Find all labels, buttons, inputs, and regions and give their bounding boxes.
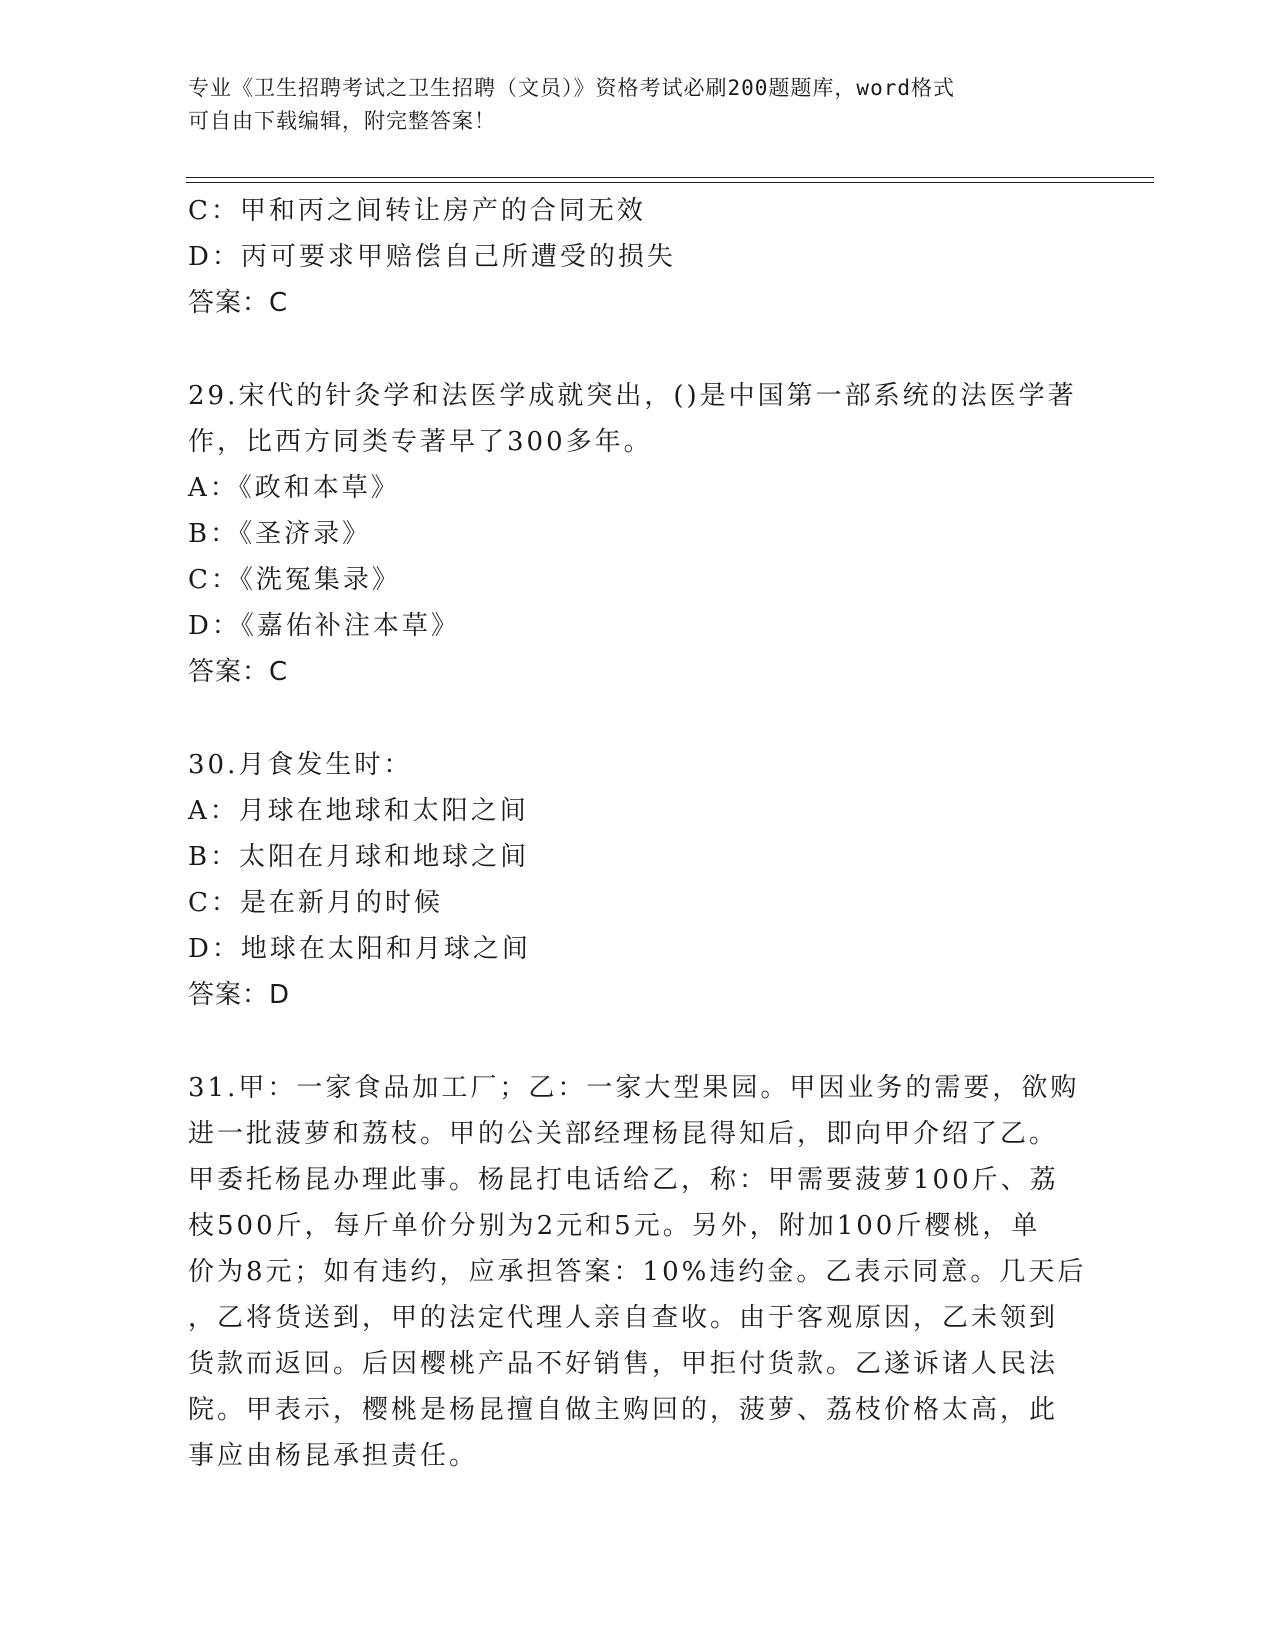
spacer — [188, 695, 1078, 742]
spacer — [188, 1018, 1078, 1065]
answer-line: 答案：C — [188, 657, 289, 687]
document-body — [188, 188, 1087, 1479]
header-line-1: 专业《卫生招聘考试之卫生招聘（文员）》资格考试必刷200题题库，word格式 — [188, 76, 955, 100]
question-stem-line: 甲委托杨昆办理此事。杨昆打电话给乙，称：甲需要菠萝100斤、荔 — [188, 1165, 1059, 1195]
question-stem-continued: 作，比西方同类专著早了300多年。 — [188, 427, 653, 457]
question-31 — [188, 1065, 1087, 1479]
question-30 — [188, 742, 1078, 1018]
question-stem: 29.宋代的针灸学和法医学成就突出，()是中国第一部系统的法医学著 — [188, 381, 1077, 411]
option-b: B：《圣济录》 — [188, 519, 372, 549]
option-a: A：月球在地球和太阳之间 — [188, 796, 529, 826]
question-stem-line: 院。甲表示，樱桃是杨昆擅自做主购回的，菠萝、荔枝价格太高，此 — [188, 1395, 1059, 1425]
question-29 — [188, 373, 1078, 695]
option-d: D：地球在太阳和月球之间 — [188, 934, 531, 964]
header-line-2: 可自由下载编辑，附完整答案！ — [188, 109, 496, 133]
question-stem-line: 事应由杨昆承担责任。 — [188, 1441, 479, 1471]
option-c: C：甲和丙之间转让房产的合同无效 — [188, 196, 646, 226]
document-header — [188, 72, 1068, 138]
answer-line: 答案：C — [188, 288, 289, 318]
question-stem: 30.月食发生时： — [188, 750, 413, 780]
question-stem-line: 枝500斤，每斤单价分别为2元和5元。另外，附加100斤樱桃，单 — [188, 1211, 1041, 1241]
question-stem-line: 价为8元；如有违约，应承担答案：10%违约金。乙表示同意。几天后 — [188, 1257, 1087, 1287]
option-a: A：《政和本草》 — [188, 473, 400, 503]
question-28-tail — [188, 188, 1078, 326]
option-b: B：太阳在月球和地球之间 — [188, 842, 530, 872]
option-c: C：《洗冤集录》 — [188, 565, 401, 595]
spacer — [188, 326, 1078, 373]
question-stem-line: 31.甲：一家食品加工厂；乙：一家大型果园。甲因业务的需要，欲购 — [188, 1073, 1080, 1103]
option-c: C：是在新月的时候 — [188, 888, 443, 918]
question-stem-line: 进一批菠萝和荔枝。甲的公关部经理杨昆得知后，即向甲介绍了乙。 — [188, 1119, 1059, 1149]
header-divider-top — [186, 177, 1154, 178]
answer-line: 答案：D — [188, 980, 291, 1010]
question-stem-line: 货款而返回。后因樱桃产品不好销售，甲拒付货款。乙遂诉诸人民法 — [188, 1349, 1059, 1379]
option-d: D：《嘉佑补注本草》 — [188, 611, 460, 641]
question-stem-line: ，乙将货送到，甲的法定代理人亲自查收。由于客观原因，乙未领到 — [188, 1303, 1059, 1333]
option-d: D：丙可要求甲赔偿自己所遭受的损失 — [188, 242, 676, 272]
header-divider-bottom — [186, 182, 1154, 183]
